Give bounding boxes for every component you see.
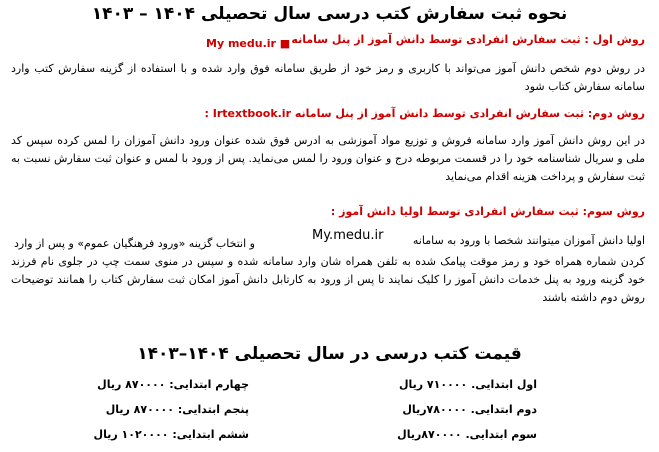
price-grade-1 (399, 377, 537, 393)
method3-text-line1b: و انتخاب گزینه «ورود فرهنگیان عموم» و پس از وارد (14, 237, 255, 250)
grade-price: ۸۷۰۰۰۰ریال (397, 428, 462, 441)
grade-label: دوم ابتدایی. (470, 403, 537, 416)
method3-heading: روش سوم: ثبت سفارش انفرادی توسط اولیا دانش آموز : (330, 205, 645, 218)
bullet-icon: ■ (279, 37, 291, 50)
method1-site: My medu.ir (206, 37, 276, 50)
prices-title: قیمت کتب درسی در سال تحصیلی ۱۴۰۴–۱۴۰۳ (137, 344, 522, 364)
grade-label: سوم ابتدایی. (465, 428, 537, 441)
grade-price: ۷۱۰۰۰۰ ریال (398, 378, 468, 391)
price-grade-6 (94, 427, 249, 443)
price-grade-4 (97, 377, 249, 393)
grade-price: ۸۷۰۰۰۰ ریال (105, 403, 174, 416)
price-grade-2 (402, 402, 537, 418)
method1-heading-line (291, 32, 645, 48)
grade-price: ۸۷۰۰۰۰ ریال (97, 378, 166, 391)
method3-text-rest: کردن شماره همراه خود و رمز موقت پیامک شده به تلفن همراه شان وارد سامانه شده و سپس در منوی سمت چپ در جلوی نام فرزند خود گزینه ورود به پنل خدمات دانش آموز را کلیک نمایند تا پس از ورود به کارتابل دانش آموز امکان ثبت سفارش کتاب را همانند توضیحات روش دوم داشته باشند (11, 255, 645, 304)
method1-site-line (206, 36, 290, 52)
grade-label: چهارم ابتدایی: (169, 378, 249, 391)
grade-label: اول ابتدایی. (471, 378, 537, 391)
method2-heading: روش دوم: ثبت سفارش انفرادی توسط دانش آموز از پنل سامانه Irtextbook.ir : (204, 107, 645, 120)
document-title: نحوه ثبت سفارش کتب درسی سال تحصیلی ۱۴۰۴ – ۱۴۰۳ (91, 4, 568, 24)
price-grade-3 (397, 427, 537, 443)
method2-text: در این روش دانش آموز وارد سامانه فروش و توزیع مواد آموزشی به ادرس فوق شده عنوان ورود دانش آموزان را لمس کرده سپس کد ملی و سریال شناسنامه خود را در قسمت مربوطه درج و عنوان ورود را لمس می‌نماید. پس از ورود با لمس و عنوان ثبت سفارش نسبت به ثبت سفارش و پرداخت هزینه اقدام می‌نماید (11, 134, 645, 183)
method3-site: My.medu.ir (312, 228, 384, 243)
grade-price: ۷۸۰۰۰۰ریال (402, 403, 467, 416)
method1-heading: روش اول : ثبت سفارش انفرادی توسط دانش آموز از پنل سامانه (291, 33, 645, 46)
method3-text-line1: اولیا دانش آموزان میتوانند شخصا با ورود به سامانه (412, 234, 645, 247)
method1-text: در روش دوم شخص دانش آموز می‌تواند با کاربری و رمز خود از طریق سامانه فوق وارد شده و با استفاده از گزینه سفارش کتب وارد سامانه سفارش کتاب شود (11, 62, 645, 93)
price-grade-5 (106, 402, 249, 418)
grade-price: ۱۰۲۰۰۰۰ ریال (93, 428, 169, 441)
grade-label: پنجم ابتدایی: (177, 403, 249, 416)
grade-label: ششم ابتدایی: (172, 428, 249, 441)
